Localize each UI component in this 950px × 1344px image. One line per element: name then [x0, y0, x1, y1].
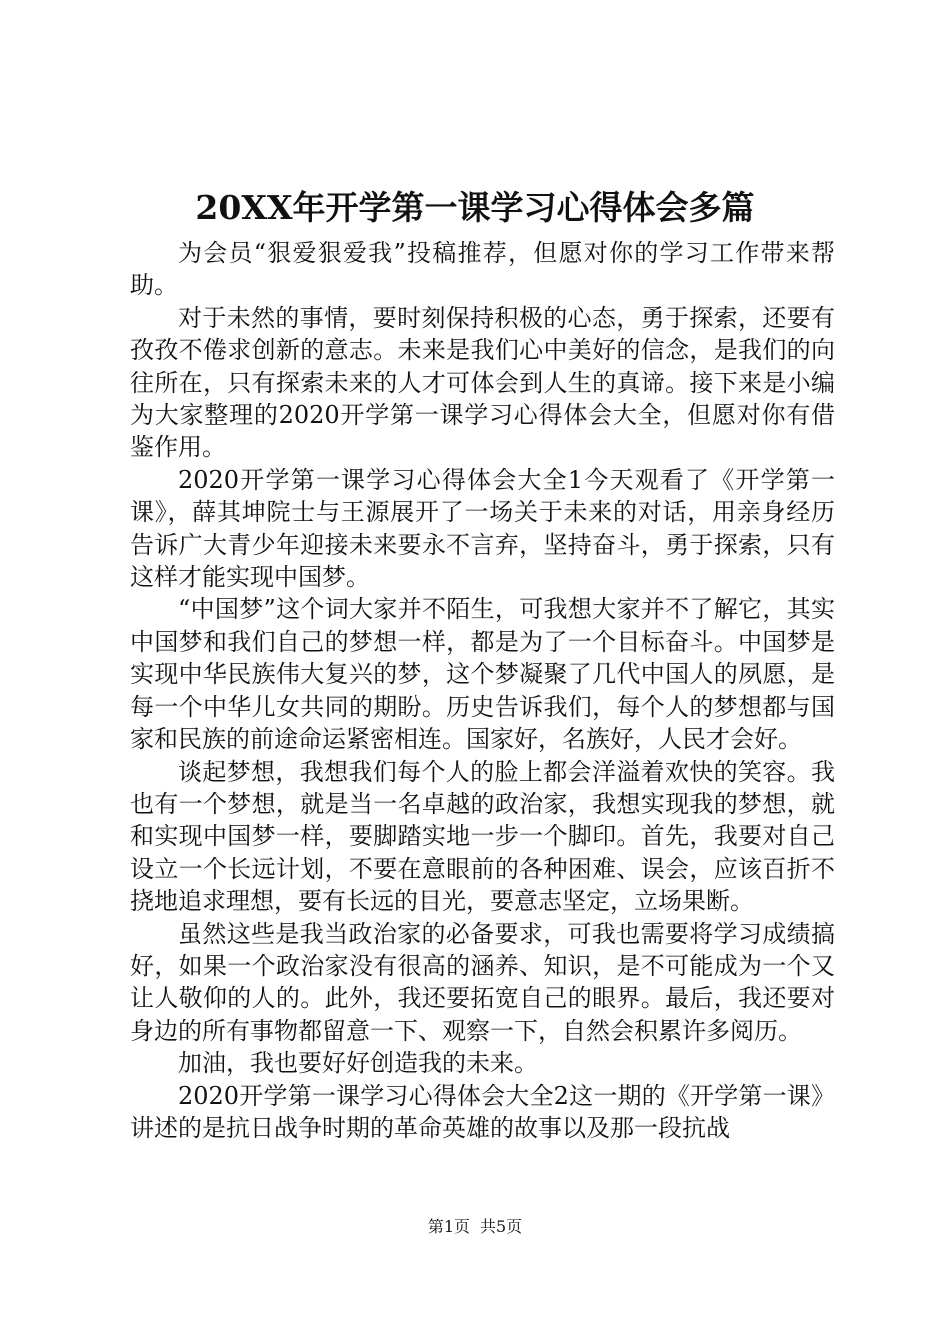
page-footer	[0, 1217, 950, 1237]
paragraph: 对于未然的事情，要时刻保持积极的心态，勇于探索，还要有孜孜不倦求创新的意志。未来是我们心中美好的信念，是我们的向往所在，只有探索未来的人才可体会到人生的真谛。接下来是小编为大家整理的2020开学第一课学习心得体会大全，但愿对你有借鉴作用。	[130, 303, 835, 462]
paragraph: 为会员“狠爱狠爱我”投稿推荐，但愿对你的学习工作带来帮助。	[130, 239, 835, 300]
paragraph: 2020开学第一课学习心得体会大全2这一期的《开学第一课》讲述的是抗日战争时期的革命英雄的故事以及那一段抗战	[130, 1081, 835, 1142]
paragraph: “中国梦”这个词大家并不陌生，可我想大家并不了解它，其实中国梦和我们自己的梦想一样，都是为了一个目标奋斗。中国梦是实现中华民族伟大复兴的梦，这个梦凝聚了几代中国人的夙愿，是每一个中华儿女共同的期盼。历史告诉我们，每个人的梦想都与国家和民族的前途命运紧密相连。国家好，名族好，人民才会好。	[130, 595, 835, 754]
paragraph: 2020开学第一课学习心得体会大全1今天观看了《开学第一课》，薛其坤院士与王源展开了一场关于未来的对话，用亲身经历告诉广大青少年迎接未来要永不言弃，坚持奋斗，勇于探索，只有这样才能实现中国梦。	[130, 465, 835, 592]
document-body	[130, 237, 835, 1144]
page-total: 共5页	[480, 1217, 523, 1236]
paragraph: 加油，我也要好好创造我的未来。	[178, 1049, 538, 1078]
paragraph: 虽然这些是我当政治家的必备要求，可我也需要将学习成绩搞好，如果一个政治家没有很高的涵养、知识，是不可能成为一个又让人敬仰的人的。此外，我还要拓宽自己的眼界。最后，我还要对身边的所有事物都留意一下、观察一下，自然会积累许多阅历。	[130, 919, 835, 1045]
page-number: 第1页	[427, 1217, 470, 1236]
paragraph: 谈起梦想，我想我们每个人的脸上都会洋溢着欢快的笑容。我也有一个梦想，就是当一名卓越的政治家，我想实现我的梦想，就和实现中国梦一样，要脚踏实地一步一个脚印。首先，我要对自己设立一个长远计划，不要在意眼前的各种困难、误会，应该百折不挠地追求理想，要有长远的目光，要意志坚定，立场果断。	[130, 757, 835, 916]
document-title: 20XX年开学第一课学习心得体会多篇	[195, 188, 755, 227]
